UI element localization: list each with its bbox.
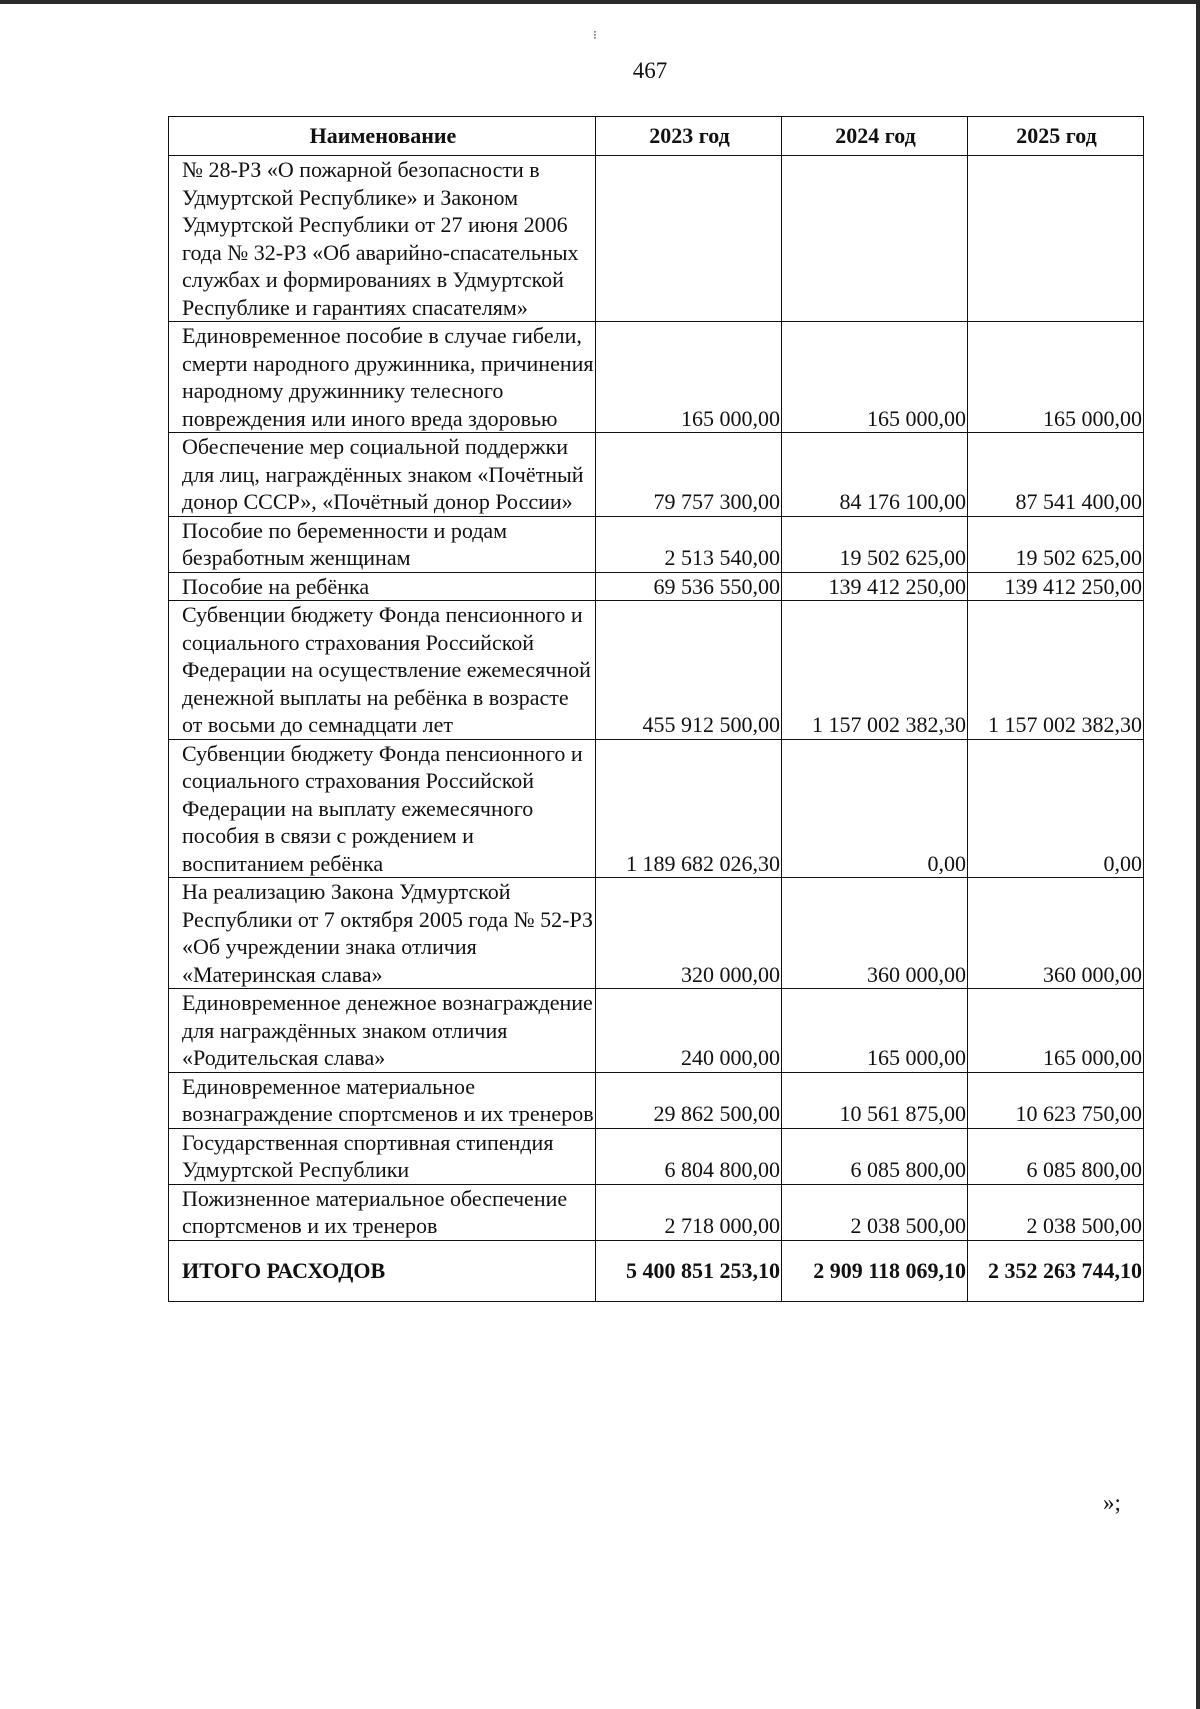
total-2023: 5 400 851 253,10 — [596, 1240, 782, 1301]
row-name: Субвенции бюджету Фонда пенсионного и социального страхования Российской Федерации на выплату ежемесячного пособия в связи с рождением и воспитанием ребёнка — [169, 739, 596, 878]
row-value-2023: 6 804 800,00 — [596, 1128, 782, 1184]
row-value-2024: 165 000,00 — [782, 322, 968, 433]
row-value-2025: 139 412 250,00 — [968, 572, 1144, 601]
table-row — [169, 878, 1144, 989]
table-row — [169, 739, 1144, 878]
row-name: Субвенции бюджету Фонда пенсионного и социального страхования Российской Федерации на осуществление ежемесячной денежной выплаты на ребёнка в возрасте от восьми до семнадцати лет — [169, 601, 596, 740]
table-row — [169, 601, 1144, 740]
row-value-2023: 29 862 500,00 — [596, 1072, 782, 1128]
row-name: Единовременное пособие в случае гибели, смерти народного дружинника, причинения народному дружиннику телесного повреждения или иного вреда здоровью — [169, 322, 596, 433]
total-label: ИТОГО РАСХОДОВ — [169, 1240, 596, 1301]
row-value-2024 — [782, 156, 968, 322]
table-row — [169, 516, 1144, 572]
row-name: Единовременное материальное вознаграждение спортсменов и их тренеров — [169, 1072, 596, 1128]
row-name: Обеспечение мер социальной поддержки для лиц, награждённых знаком «Почётный донор СССР», «Почётный донор России» — [169, 433, 596, 517]
header-2024: 2024 год — [782, 117, 968, 156]
row-value-2025: 165 000,00 — [968, 989, 1144, 1073]
table-row — [169, 322, 1144, 433]
table-header-row — [169, 117, 1144, 156]
row-value-2023: 165 000,00 — [596, 322, 782, 433]
row-value-2025: 87 541 400,00 — [968, 433, 1144, 517]
total-2025: 2 352 263 744,10 — [968, 1240, 1144, 1301]
row-value-2023: 2 513 540,00 — [596, 516, 782, 572]
row-value-2025: 0,00 — [968, 739, 1144, 878]
table-row — [169, 156, 1144, 322]
row-value-2024: 1 157 002 382,30 — [782, 601, 968, 740]
row-value-2025: 2 038 500,00 — [968, 1184, 1144, 1240]
row-name: Единовременное денежное вознаграждение для награждённых знаком отличия «Родительская слава» — [169, 989, 596, 1073]
row-value-2024: 360 000,00 — [782, 878, 968, 989]
row-value-2024: 84 176 100,00 — [782, 433, 968, 517]
row-value-2023 — [596, 156, 782, 322]
stray-mark: ⁝ — [593, 28, 597, 42]
row-value-2025: 6 085 800,00 — [968, 1128, 1144, 1184]
row-value-2023: 2 718 000,00 — [596, 1184, 782, 1240]
header-2025: 2025 год — [968, 117, 1144, 156]
row-name: Пособие по беременности и родам безработным женщинам — [169, 516, 596, 572]
row-value-2025: 1 157 002 382,30 — [968, 601, 1144, 740]
row-value-2024: 165 000,00 — [782, 989, 968, 1073]
row-value-2023: 320 000,00 — [596, 878, 782, 989]
row-value-2025: 165 000,00 — [968, 322, 1144, 433]
row-value-2023: 455 912 500,00 — [596, 601, 782, 740]
row-value-2024: 19 502 625,00 — [782, 516, 968, 572]
scan-edge-right — [1196, 0, 1200, 1709]
row-value-2024: 10 561 875,00 — [782, 1072, 968, 1128]
table-row — [169, 1072, 1144, 1128]
closing-quote-mark: »; — [1103, 1490, 1121, 1515]
page-number: 467 — [632, 58, 668, 83]
scan-edge-top — [0, 0, 1200, 4]
row-value-2025: 19 502 625,00 — [968, 516, 1144, 572]
row-name: Пожизненное материальное обеспечение спортсменов и их тренеров — [169, 1184, 596, 1240]
table-row — [169, 1128, 1144, 1184]
row-value-2023: 240 000,00 — [596, 989, 782, 1073]
header-2023: 2023 год — [596, 117, 782, 156]
total-2024: 2 909 118 069,10 — [782, 1240, 968, 1301]
budget-table — [168, 116, 1144, 1302]
row-value-2024: 139 412 250,00 — [782, 572, 968, 601]
row-name: На реализацию Закона Удмуртской Республики от 7 октября 2005 года № 52-РЗ «Об учреждении знака отличия «Материнская слава» — [169, 878, 596, 989]
row-value-2024: 2 038 500,00 — [782, 1184, 968, 1240]
table-row — [169, 989, 1144, 1073]
total-row — [169, 1240, 1144, 1301]
row-value-2023: 69 536 550,00 — [596, 572, 782, 601]
row-value-2023: 79 757 300,00 — [596, 433, 782, 517]
row-value-2024: 0,00 — [782, 739, 968, 878]
row-value-2025: 360 000,00 — [968, 878, 1144, 989]
row-value-2024: 6 085 800,00 — [782, 1128, 968, 1184]
row-value-2023: 1 189 682 026,30 — [596, 739, 782, 878]
row-name: Пособие на ребёнка — [169, 572, 596, 601]
table-row — [169, 433, 1144, 517]
header-name: Наименование — [169, 117, 596, 156]
row-value-2025 — [968, 156, 1144, 322]
table-row — [169, 572, 1144, 601]
row-name: № 28-РЗ «О пожарной безопасности в Удмуртской Республике» и Законом Удмуртской Республики от 27 июня 2006 года № 32-РЗ «Об аварийно-спасательных службах и формированиях в Удмуртской Республике и гарантиях спасателям» — [169, 156, 596, 322]
table-row — [169, 1184, 1144, 1240]
row-value-2025: 10 623 750,00 — [968, 1072, 1144, 1128]
row-name: Государственная спортивная стипендия Удмуртской Республики — [169, 1128, 596, 1184]
